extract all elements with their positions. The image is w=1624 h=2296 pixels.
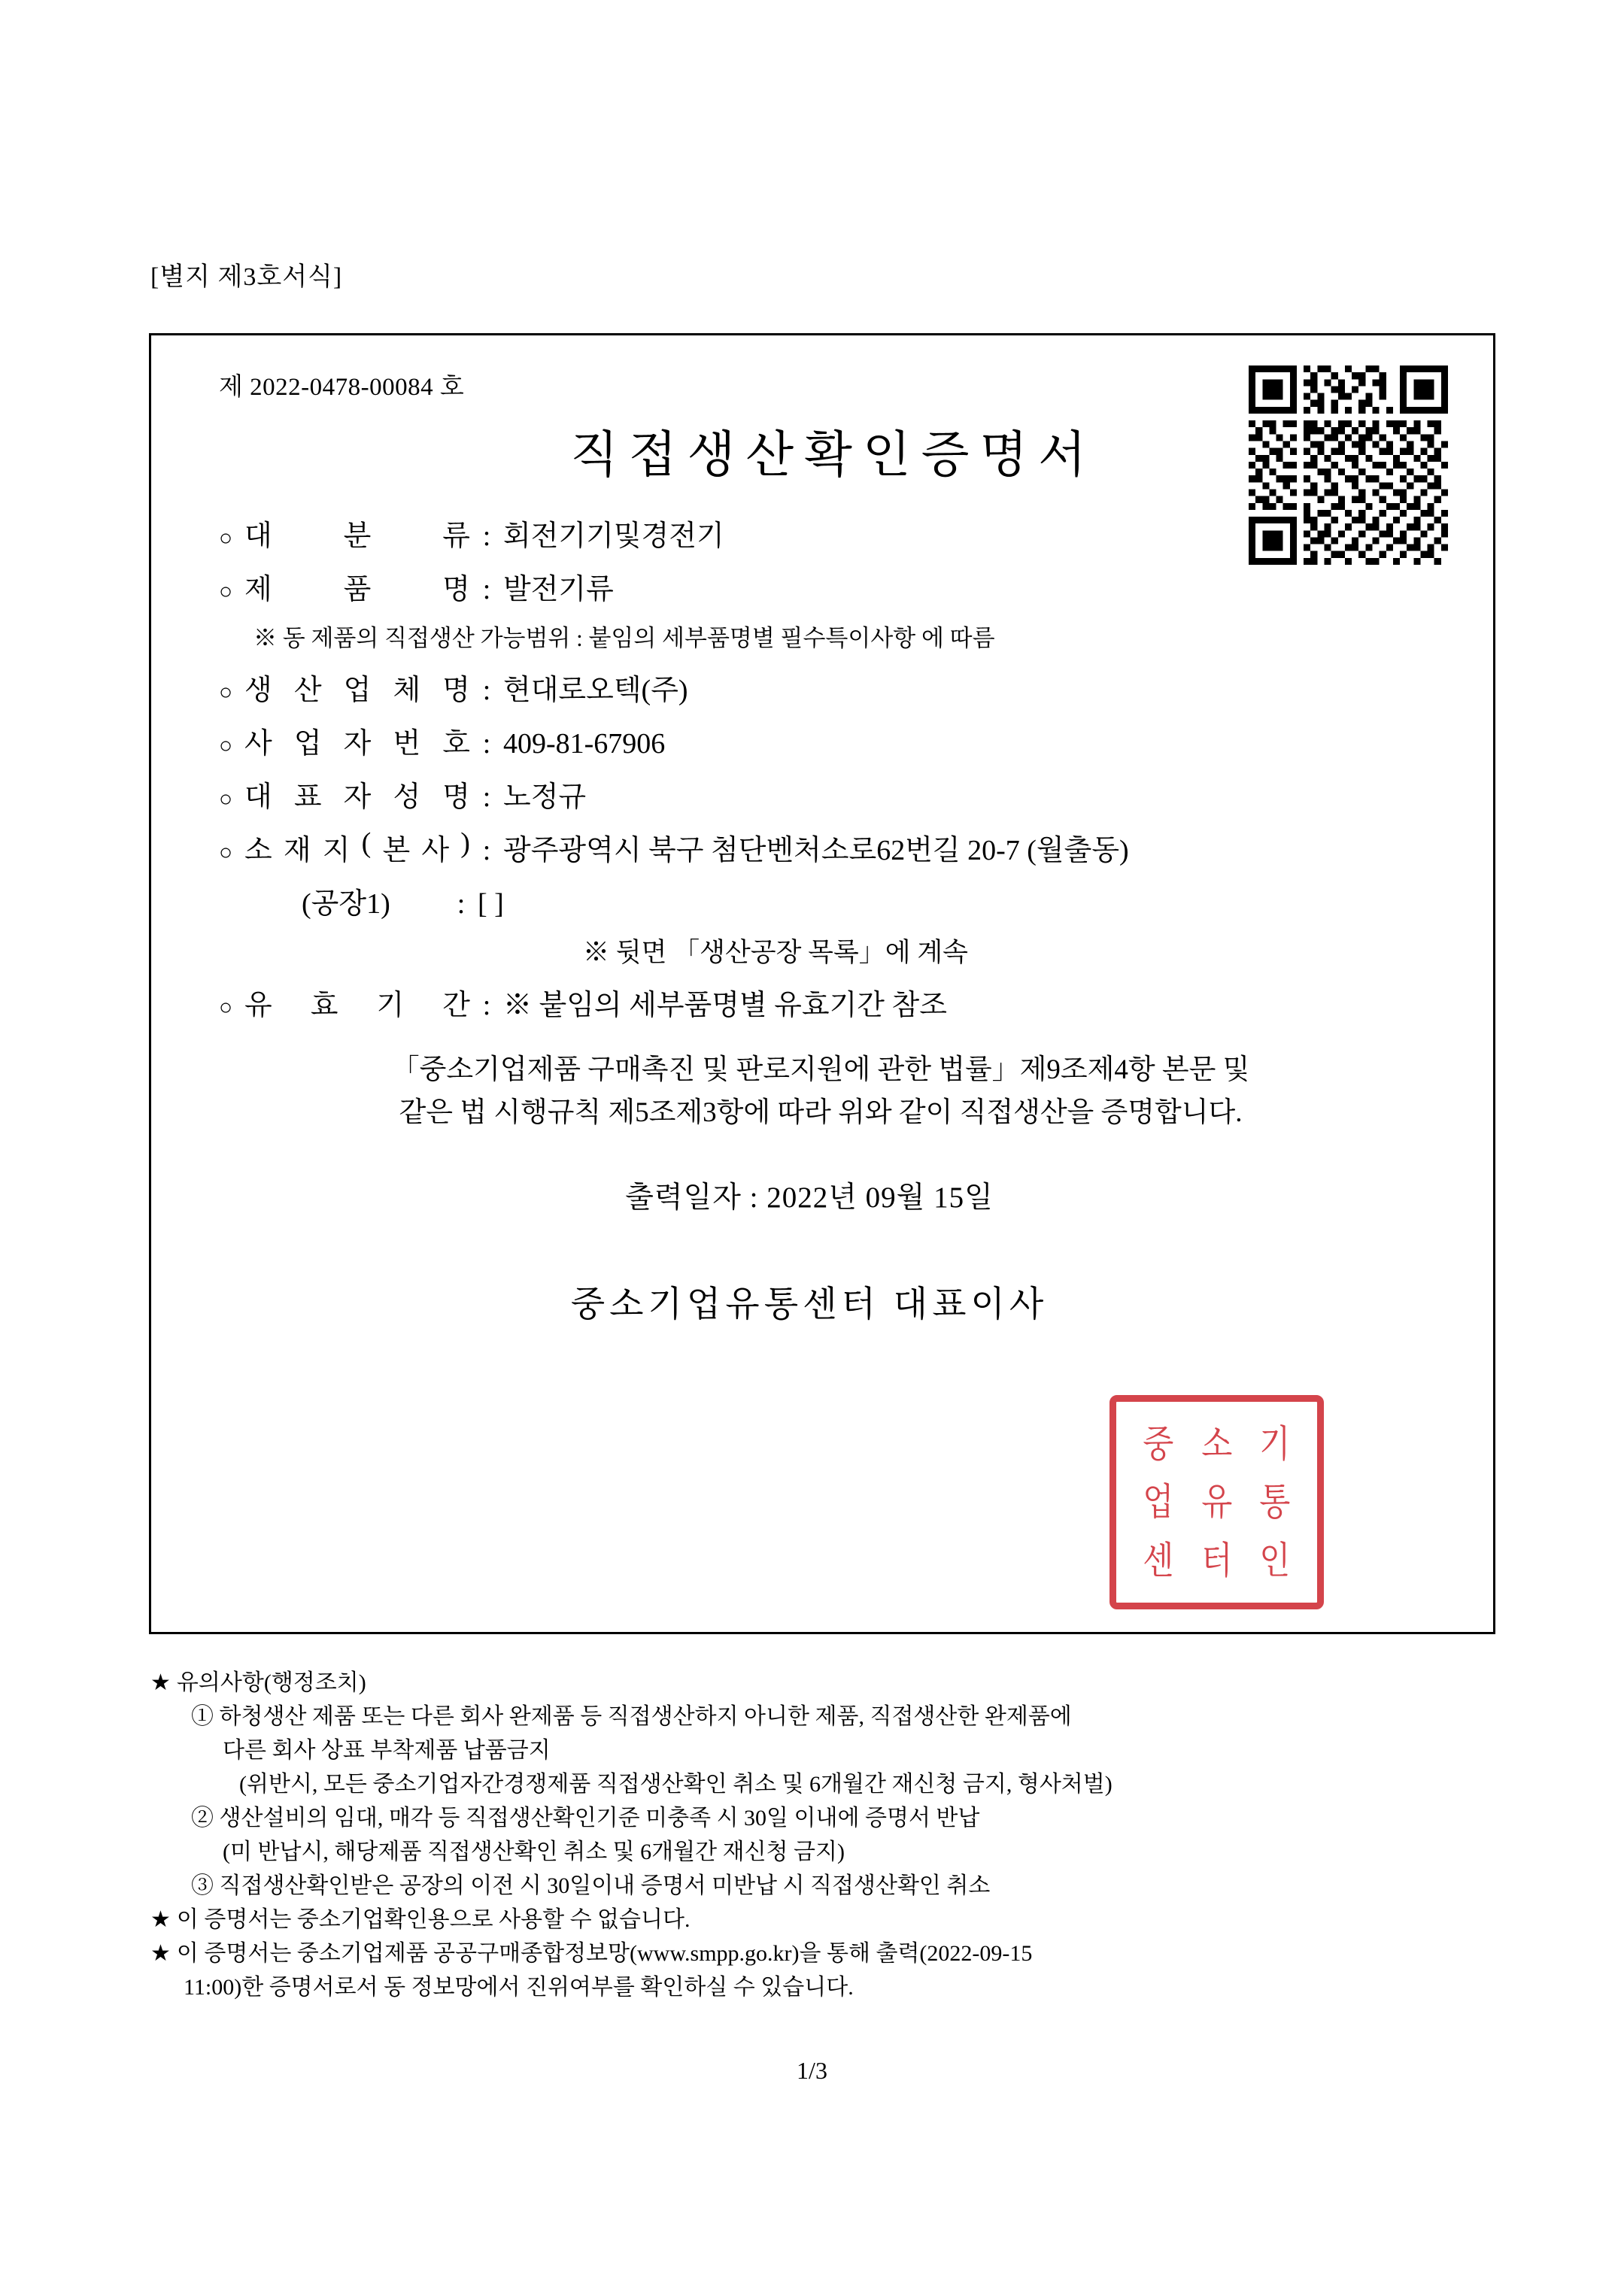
field-list: [219, 512, 1422, 1327]
colon: :: [482, 728, 491, 760]
field-value-business-number: 409-81-67906: [503, 728, 666, 760]
official-seal-icon: [1109, 1395, 1324, 1609]
bullet-icon: ○: [219, 579, 233, 604]
issuer-name: 중소기업유통센터 대표이사: [570, 1284, 1049, 1324]
footer-star-3-row: [150, 1937, 1504, 1970]
page-number: 1/3: [797, 2057, 827, 2084]
field-value-category: 회전기기및경전기: [503, 520, 724, 552]
footer-item-2: ② 생산설비의 임대, 매각 등 직접생산확인기준 미충족 시 30일 이내에 증명서 반납: [191, 1806, 980, 1830]
field-label-business-number: 사 업 자 번 호: [244, 728, 470, 760]
legal-statement: [219, 1048, 1422, 1135]
form-number: [별지 제3호서식]: [150, 263, 343, 291]
footer-item-3: ③ 직접생산확인받은 공장의 이전 시 30일이내 증명서 미반납 시 직접생산확인 취소: [191, 1873, 991, 1898]
field-value-validity: ※ 붙임의 세부품명별 유효기간 참조: [503, 990, 947, 1021]
field-label-category: 대 분 류: [244, 520, 470, 552]
scope-note: ※ 동 제품의 직접생산 가능범위 : 붙임의 세부품명별 필수특이사항 에 따름: [253, 625, 995, 651]
field-row-factory: [219, 880, 1422, 921]
field-value-factory: [ ]: [478, 888, 504, 920]
footer-star-2: 이 증명서는 중소기업확인용으로 사용할 수 없습니다.: [176, 1907, 691, 1932]
field-label-address: 소 재 지 ( 본 사 ): [244, 827, 470, 866]
colon: :: [482, 990, 491, 1021]
seal-char: 소: [1201, 1422, 1233, 1465]
field-row-category: [219, 512, 1422, 554]
field-value-company: 현대로오텍(주): [503, 675, 688, 706]
certificate-box: [149, 333, 1495, 1634]
seal-char: 기: [1259, 1422, 1291, 1465]
field-value-product: 발전기류: [503, 574, 614, 605]
factory-continuation-note: ※ 뒷면 「생산공장 목록」에 계속: [583, 938, 968, 967]
legal-line-1: 「중소기업제품 구매촉진 및 판로지원에 관한 법률」제9조제4항 본문 및: [391, 1054, 1250, 1085]
field-row-company: [219, 666, 1422, 708]
field-label-product: 제 품 명: [244, 574, 470, 605]
seal-char: 통: [1259, 1481, 1291, 1524]
field-label-factory: (공장1): [302, 888, 390, 920]
field-row-business-number: [219, 720, 1422, 761]
field-row-address: [219, 826, 1422, 868]
footer-notes: [150, 1666, 1504, 2004]
seal-char: 터: [1201, 1539, 1233, 1582]
field-row-validity: [219, 981, 1422, 1023]
seal-characters: [1129, 1415, 1304, 1590]
footer-star-2-row: [150, 1903, 1504, 1937]
footer-item-1-cont: 다른 회사 상표 부착제품 납품금지: [223, 1738, 551, 1763]
bullet-icon: ○: [219, 526, 233, 550]
seal-char: 업: [1143, 1481, 1174, 1524]
star-icon: ★: [150, 1907, 171, 1932]
field-label-validity: 유 효 기 간: [244, 990, 470, 1021]
star-icon: ★: [150, 1670, 171, 1695]
field-value-representative: 노정규: [503, 781, 587, 813]
colon: :: [482, 675, 491, 706]
seal-char: 유: [1201, 1481, 1233, 1524]
footer-heading-row: [150, 1666, 1504, 1700]
colon: :: [482, 520, 491, 552]
bullet-icon: ○: [219, 840, 233, 865]
field-row-product: [219, 566, 1422, 607]
footer-heading: 유의사항(행정조치): [176, 1670, 366, 1695]
field-label-company: 생 산 업 체 명: [244, 675, 470, 706]
footer-item-1: ① 하청생산 제품 또는 다른 회사 완제품 등 직접생산하지 아니한 제품, 직접생산한 완제품에: [191, 1704, 1072, 1729]
page-title: 직접생산확인증명서: [570, 428, 1097, 483]
seal-char: 센: [1143, 1539, 1174, 1582]
footer-item-2-cont: (미 반납시, 해당제품 직접생산확인 취소 및 6개월간 재신청 금지): [223, 1840, 845, 1864]
colon: :: [482, 781, 491, 813]
legal-line-2: 같은 법 시행규칙 제5조제3항에 따라 위와 같이 직접생산을 증명합니다.: [399, 1097, 1243, 1129]
colon: :: [482, 835, 491, 866]
bullet-icon: ○: [219, 733, 233, 758]
star-icon: ★: [150, 1941, 171, 1966]
print-date: 출력일자 : 2022년 09월 15일: [625, 1181, 994, 1214]
field-value-address: 광주광역시 북구 첨단벤처소로62번길 20-7 (월출동): [503, 835, 1129, 866]
footer-star-3-line1: 이 증명서는 중소기업제품 공공구매종합정보망(www.smpp.go.kr)을 통해 출력(2022-09-15: [176, 1941, 1033, 1966]
document-number: 제 2022-0478-00084 호: [219, 374, 465, 401]
colon: :: [457, 888, 466, 920]
seal-char: 중: [1143, 1422, 1174, 1465]
seal-char: 인: [1259, 1539, 1291, 1582]
bullet-icon: ○: [219, 680, 233, 705]
field-label-representative: 대 표 자 성 명: [244, 781, 470, 813]
field-row-representative: [219, 773, 1422, 814]
bullet-icon: ○: [219, 995, 233, 1020]
footer-star-3-line2: 11:00)한 증명서로서 동 정보망에서 진위여부를 확인하실 수 있습니다.: [184, 1975, 854, 2000]
footer-item-1-penalty: (위반시, 모든 중소기업자간경쟁제품 직접생산확인 취소 및 6개월간 재신청 금지, 형사처벌): [239, 1772, 1113, 1797]
bullet-icon: ○: [219, 787, 233, 811]
colon: :: [482, 574, 491, 605]
